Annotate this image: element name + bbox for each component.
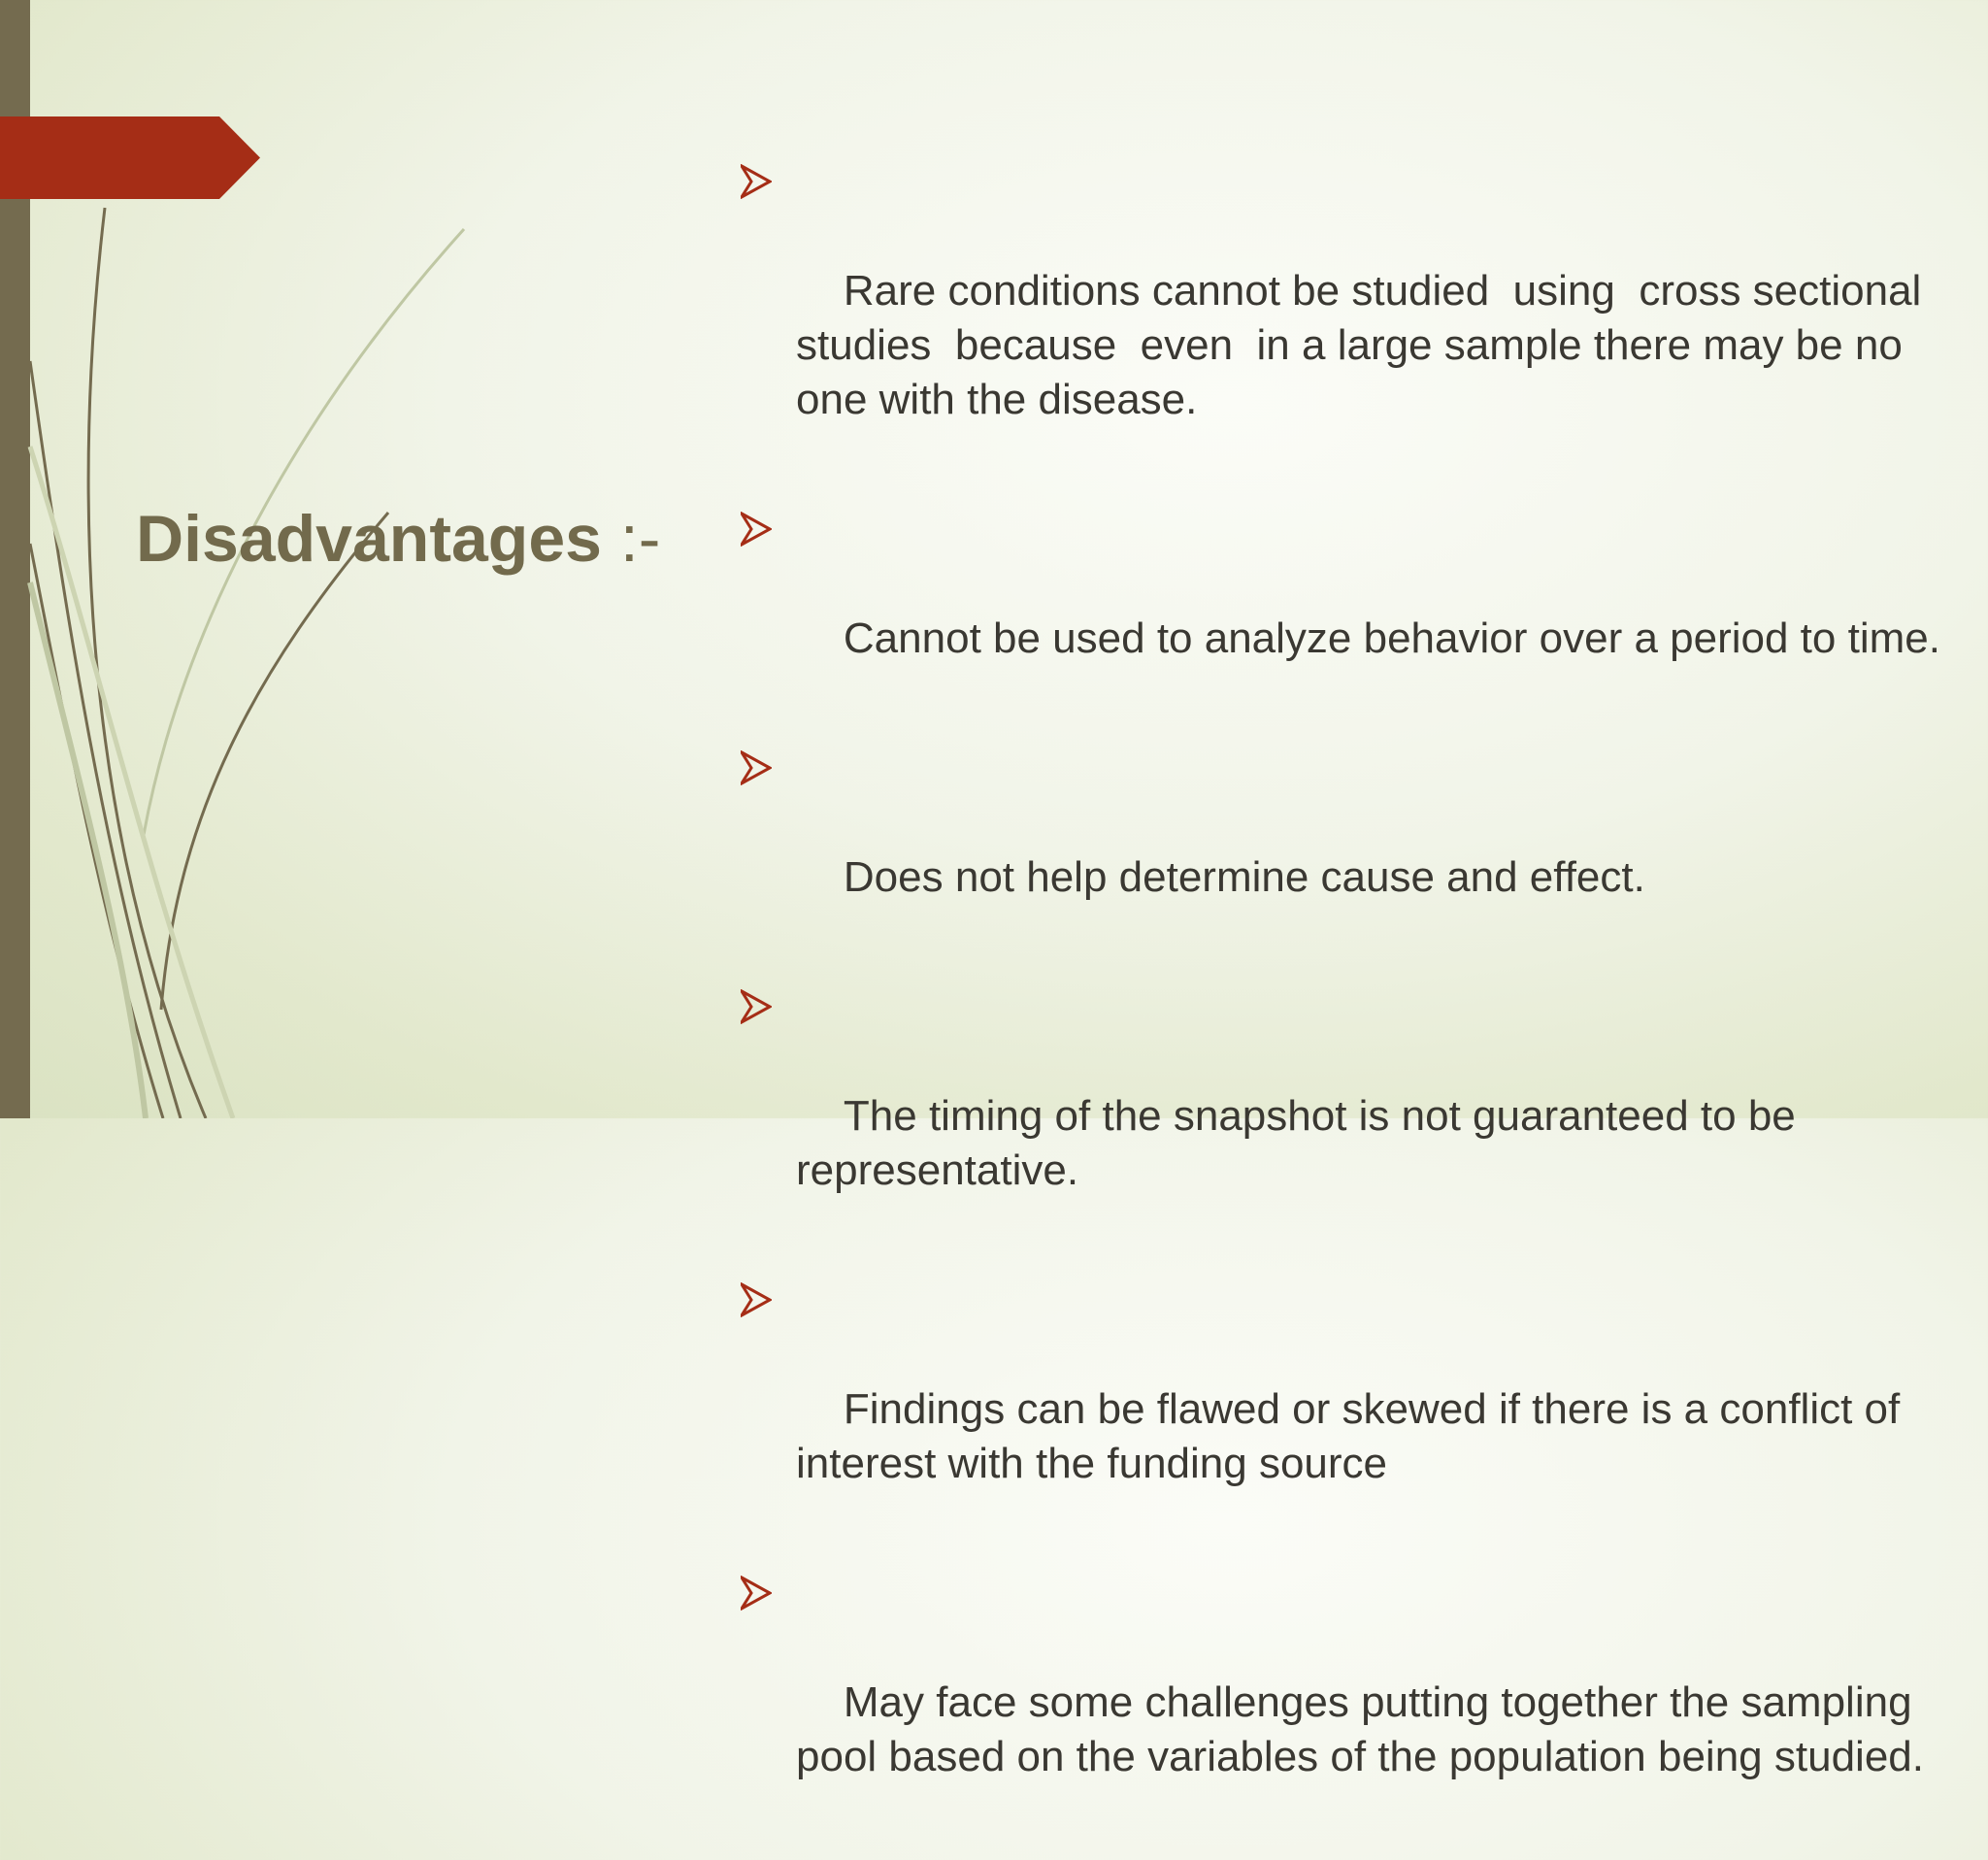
bullet-text: Does not help determine cause and effect. [843, 853, 1645, 901]
arrow-bullet-icon [741, 989, 772, 1024]
arrow-bullet-icon [741, 1576, 772, 1611]
list-item [741, 980, 1954, 1252]
arrow-bullet-icon [741, 1282, 772, 1317]
list-item [741, 1274, 1954, 1545]
title-accent-arrow [0, 116, 260, 199]
list-item [741, 155, 1954, 482]
list-item [741, 503, 1954, 720]
list-item [741, 1567, 1954, 1839]
bullet-text: Cannot be used to analyze behavior over a period to time. [843, 614, 1940, 662]
slide-title [136, 501, 660, 577]
bullet-text: Findings can be flawed or skewed if there is a conflict of interest with the funding source [796, 1385, 1912, 1487]
arrow-bullet-icon [741, 750, 772, 785]
bullet-text: The timing of the snapshot is not guaranteed to be representative. [796, 1092, 1808, 1194]
list-item [741, 742, 1954, 959]
arrow-bullet-icon [741, 512, 772, 547]
bullet-text: Rare conditions cannot be studied using cross sectional studies because even in a large sample there may be no one with the disease. [796, 267, 1945, 423]
bullet-list [741, 155, 1954, 1860]
bullet-text: May face some challenges putting together the sampling pool based on the variables of the population being studied. [796, 1678, 1924, 1780]
slide-title-text: Disadvantages [136, 502, 602, 576]
slide-title-suffix: :- [601, 502, 661, 576]
arrow-bullet-icon [741, 164, 772, 199]
